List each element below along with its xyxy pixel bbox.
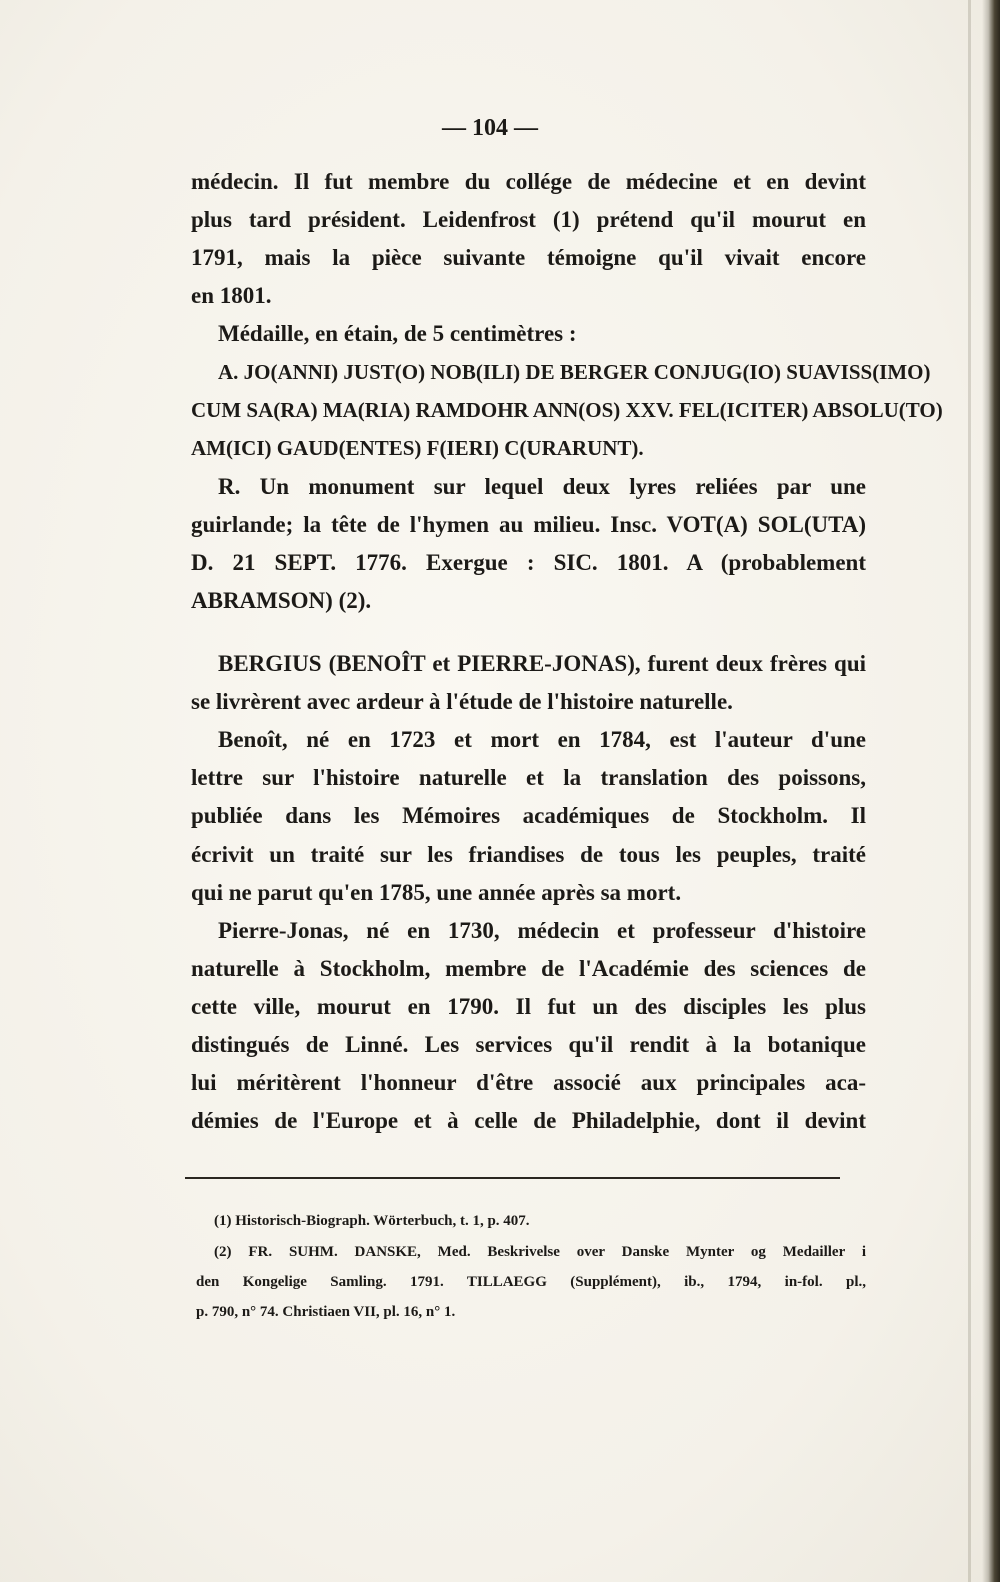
- body-line: AM(ICI) GAUD(ENTES) F(IERI) C(URARUNT).: [191, 436, 644, 460]
- body-line: lui méritèrent l'honneur d'être associé aux principales aca-: [191, 1070, 866, 1095]
- page-number: — 104 —: [442, 115, 538, 141]
- body-line: Médaille, en étain, de 5 centimètres :: [218, 321, 577, 346]
- body-line: plus tard président. Leidenfrost (1) prétend qu'il mourut en: [191, 207, 866, 232]
- footnote: (2) FR. SUHM. DANSKE, Med. Beskrivelse over Danske Mynter og Medailler i: [214, 1244, 866, 1260]
- body-line: guirlande; la tête de l'hymen au milieu. Insc. VOT(A) SOL(UTA): [191, 512, 866, 537]
- body-line: distingués de Linné. Les services qu'il rendit à la botanique: [191, 1032, 866, 1057]
- body-line: démies de l'Europe et à celle de Philadelphie, dont il devint: [191, 1108, 866, 1133]
- body-line: médecin. Il fut membre du collége de médecine et en devint: [191, 169, 866, 194]
- footnote-separator: [185, 1177, 840, 1179]
- page-edge-shadow: [982, 0, 1000, 1582]
- body-line: lettre sur l'histoire naturelle et la translation des poissons,: [191, 765, 866, 790]
- body-line: CUM SA(RA) MA(RIA) RAMDOHR ANN(OS) XXV. FEL(ICITER) ABSOLU(TO): [191, 398, 943, 422]
- footnote-continuation: den Kongelige Samling. 1791. TILLAEGG (Supplément), ib., 1794, in-fol. pl.,: [196, 1274, 866, 1290]
- footnote-continuation: p. 790, n° 74. Christiaen VII, pl. 16, n° 1.: [196, 1304, 456, 1320]
- body-line: D. 21 SEPT. 1776. Exergue : SIC. 1801. A (probablement: [191, 550, 866, 575]
- body-line: A. JO(ANNI) JUST(O) NOB(ILI) DE BERGER CONJUG(IO) SUAVISS(IMO): [218, 360, 931, 384]
- body-line: R. Un monument sur lequel deux lyres reliées par une: [218, 474, 866, 499]
- body-line: écrivit un traité sur les friandises de tous les peuples, traité: [191, 842, 866, 867]
- body-line: Benoît, né en 1723 et mort en 1784, est l'auteur d'une: [218, 727, 866, 752]
- footnote: (1) Historisch-Biograph. Wörterbuch, t. 1, p. 407.: [214, 1213, 530, 1229]
- body-line: qui ne parut qu'en 1785, une année après sa mort.: [191, 880, 682, 905]
- body-line: se livrèrent avec ardeur à l'étude de l'histoire naturelle.: [191, 689, 733, 714]
- body-line: naturelle à Stockholm, membre de l'Académie des sciences de: [191, 956, 866, 981]
- body-line: ABRAMSON) (2).: [191, 588, 372, 613]
- body-line: en 1801.: [191, 283, 272, 308]
- body-line: 1791, mais la pièce suivante témoigne qu'il vivait encore: [191, 245, 866, 270]
- body-line: BERGIUS (BENOÎT et PIERRE-JONAS), furent deux frères qui: [218, 651, 866, 676]
- page-gutter-line: [968, 0, 971, 1582]
- body-line: cette ville, mourut en 1790. Il fut un des disciples les plus: [191, 994, 866, 1019]
- body-line: Pierre-Jonas, né en 1730, médecin et professeur d'histoire: [218, 918, 866, 943]
- body-line: publiée dans les Mémoires académiques de Stockholm. Il: [191, 803, 866, 828]
